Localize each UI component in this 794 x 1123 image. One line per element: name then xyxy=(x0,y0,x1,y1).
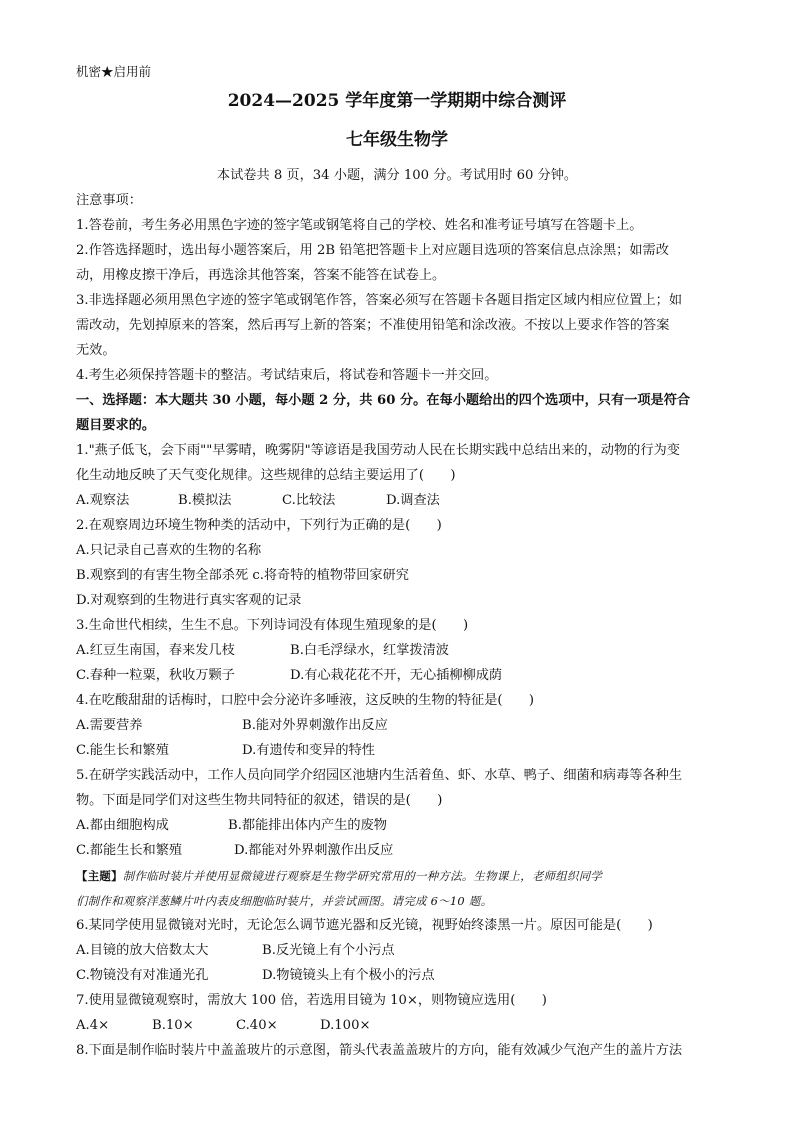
option-a: A.都由细胞构成 xyxy=(76,818,169,833)
option-d: D.100× xyxy=(320,1018,371,1033)
theme-text-1: 制作临时装片并使用显微镜进行观察是生物学研究常用的一种方法。生物课上，老师组织同学 xyxy=(122,869,603,883)
option-c: C.40× xyxy=(236,1018,278,1033)
note-3-line-2: 需改动，先划掉原来的答案，然后再写上新的答案；不准使用铅笔和涂改液。不按以上要求作答的答案 xyxy=(76,318,670,333)
option-d: D.有遗传和变异的特性 xyxy=(242,743,375,758)
option-a: A.需要营养 xyxy=(76,718,143,733)
question-2-option-bc: B.观察到的有害生物全部杀死 c.将奇特的植物带回家研究 xyxy=(76,568,409,583)
option-d: D.都能对外界刺激作出反应 xyxy=(234,843,394,858)
option-b: B.反光镜上有个小污点 xyxy=(262,943,395,958)
confidential-label: 机密★启用前 xyxy=(76,64,152,79)
note-2-line-1: 2.作答选择题时，选出每小题答案后，用 2B 铅笔把答题卡上对应题目选项的答案信息点涂黑；如需改 xyxy=(76,243,669,258)
note-1: 1.答卷前，考生务必用黑色字迹的签字笔或钢笔将自己的学校、姓名和准考证号填写在答题卡上。 xyxy=(76,218,643,233)
option-b: B.10× xyxy=(152,1018,194,1033)
option-b: B.白毛浮绿水，红掌拨清波 xyxy=(290,643,449,658)
option-b: B.都能排出体内产生的废物 xyxy=(228,818,387,833)
question-6-stem: 6.某同学使用显微镜对光时，无论怎么调节遮光器和反光镜，视野始终漆黑一片。原因可能是( ) xyxy=(76,918,653,933)
question-1-stem-line-1: 1."燕子低飞，会下雨""早雾晴，晚雾阴"等谚语是我国劳动人民在长期实践中总结出来的，动物的行为变 xyxy=(76,443,680,458)
option-a: A.目镜的放大倍数太大 xyxy=(76,943,209,958)
question-8-stem: 8.下面是制作临时装片中盖盖玻片的示意图，箭头代表盖盖玻片的方向，能有效减少气泡产生的盖片方法 xyxy=(76,1043,683,1058)
exam-subtitle: 七年级生物学 xyxy=(346,130,448,150)
note-3-line-1: 3.非选择题必须用黑色字迹的签字笔或钢笔作答，答案必须写在答题卡各题目指定区域内相应位置上；如 xyxy=(76,293,683,308)
option-c: C.比较法 xyxy=(282,493,336,508)
option-c: C.春种一粒粟，秋收万颗子 xyxy=(76,668,235,683)
option-b: B.能对外界刺激作出反应 xyxy=(242,718,388,733)
section-heading-line-2: 题目要求的。 xyxy=(76,418,156,433)
notes-heading: 注意事项： xyxy=(76,193,142,208)
option-d: D.物镜镜头上有个极小的污点 xyxy=(262,968,435,983)
option-d: D.有心栽花花不开，无心插柳柳成荫 xyxy=(290,668,503,683)
option-c: C.都能生长和繁殖 xyxy=(76,843,183,858)
exam-info: 本试卷共 8 页，34 小题，满分 100 分。考试用时 60 分钟。 xyxy=(216,168,578,183)
question-1-stem-line-2: 化生动地反映了天气变化规律。这些规律的总结主要运用了( ) xyxy=(76,468,456,483)
theme-line-1 xyxy=(76,867,722,885)
theme-label: 【主题】 xyxy=(76,869,123,883)
option-a: A.观察法 xyxy=(76,493,130,508)
question-5-stem-line-1: 5.在研学实践活动中，工作人员向同学介绍园区池塘内生活着鱼、虾、水草、鸭子、细菌和病毒等各种生 xyxy=(76,768,683,783)
question-2-option-d: D.对观察到的生物进行真实客观的记录 xyxy=(76,593,302,608)
question-4-stem: 4.在吃酸甜甜的话梅时，口腔中会分泌许多唾液，这反映的生物的特征是( ) xyxy=(76,693,535,708)
question-2-option-a: A.只记录自己喜欢的生物的名称 xyxy=(76,543,262,558)
option-c: C.物镜没有对准通光孔 xyxy=(76,968,209,983)
option-d: D.调查法 xyxy=(386,493,440,508)
option-a: A.4× xyxy=(76,1018,110,1033)
note-2-line-2: 动，用橡皮擦干净后，再选涂其他答案，答案不能答在试卷上。 xyxy=(76,268,446,283)
option-a: A.红豆生南国，春来发几枝 xyxy=(76,643,235,658)
note-3-line-3: 无效。 xyxy=(76,343,116,358)
note-4: 4.考生必须保持答题卡的整洁。考试结束后，将试卷和答题卡一并交回。 xyxy=(76,368,498,383)
question-3-stem: 3.生命世代相续，生生不息。下列诗词没有体现生殖现象的是( ) xyxy=(76,618,469,633)
theme-line-2: 们制作和观察洋葱鳞片叶内表皮细胞临时装片，并尝试画图。请完成 6～10 题。 xyxy=(76,894,493,908)
question-2-stem: 2.在观察周边环境生物种类的活动中，下列行为正确的是( ) xyxy=(76,518,442,533)
exam-title: 2024—2025 学年度第一学期期中综合测评 xyxy=(227,91,567,111)
option-c: C.能生长和繁殖 xyxy=(76,743,169,758)
section-heading-line-1: 一、选择题：本大题共 30 小题，每小题 2 分，共 60 分。在每小题给出的四个选项中，只有一项是符合 xyxy=(76,393,691,408)
question-5-stem-line-2: 物。下面是同学们对这些生物共同特征的叙述，错误的是( ) xyxy=(76,793,443,808)
question-7-stem: 7.使用显微镜观察时，需放大 100 倍，若选用目镜为 10×，则物镜应选用( ) xyxy=(76,993,547,1008)
option-b: B.模拟法 xyxy=(178,493,232,508)
